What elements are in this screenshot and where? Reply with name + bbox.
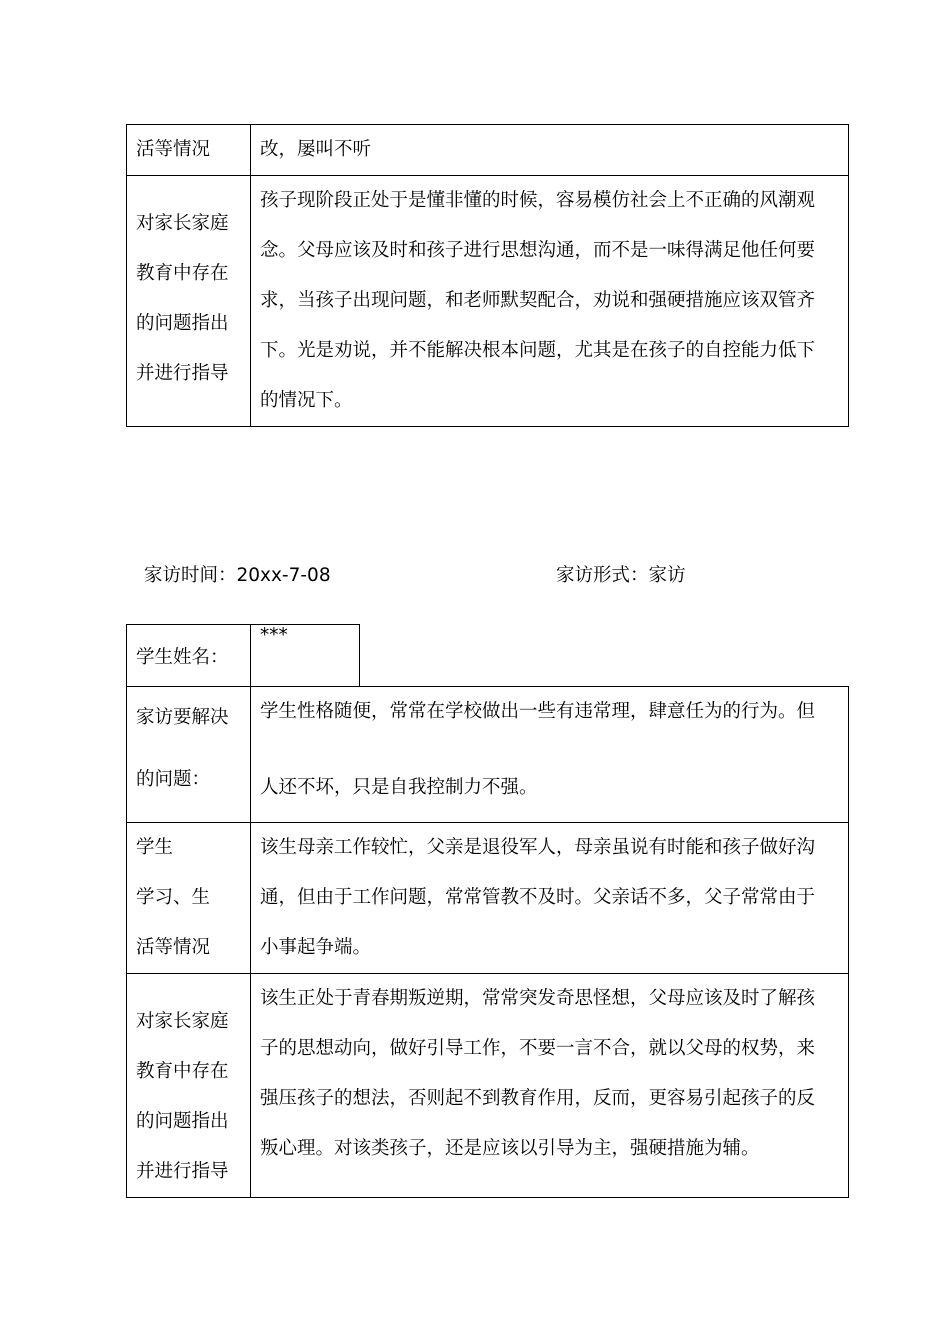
table-row — [127, 823, 849, 974]
visit-table-2 — [126, 686, 849, 1198]
student-name-value: *** — [260, 625, 288, 646]
row-label — [127, 974, 251, 1198]
label-line: 的问题指出 — [136, 313, 229, 334]
row-content — [251, 687, 849, 823]
life-situation-content: 改，屡叫不听 — [260, 139, 372, 160]
content-line: 该生正处于青春期叛逆期，常常突发奇思怪想，父母应该及时了解孩 — [260, 988, 816, 1009]
table-row — [127, 125, 849, 176]
label-line: 对家长家庭 — [136, 1011, 229, 1032]
content-line: 叛心理。对该类孩子，还是应该以引导为主，强硬措施为辅。 — [260, 1138, 760, 1159]
table-row — [127, 176, 849, 427]
content-line: 念。父母应该及时和孩子进行思想沟通，而不是一味得满足他任何要 — [260, 240, 816, 261]
content-line: 通，但由于工作问题，常常管教不及时。父亲话不多，父子常常由于 — [260, 887, 816, 908]
label-line: 教育中存在 — [136, 1061, 229, 1082]
row-content — [251, 974, 849, 1198]
content-line: 强压孩子的想法，否则起不到教育作用，反而，更容易引起孩子的反 — [260, 1088, 816, 1109]
life-label — [136, 823, 250, 973]
label-line: 对家长家庭 — [136, 213, 229, 234]
label-line: 的问题指出 — [136, 1111, 229, 1132]
problem-label — [136, 687, 250, 811]
table-row — [127, 687, 849, 823]
label-line: 学习、生 — [136, 887, 211, 908]
row-label — [127, 125, 251, 176]
content-line: 学生性格随便，常常在学校做出一些有违常理，肆意任为的行为。但 — [260, 701, 816, 722]
row-content — [251, 823, 849, 974]
life-situation-label: 活等情况 — [136, 139, 211, 160]
visit-table-1 — [126, 124, 849, 427]
label-line: 并进行指导 — [136, 1161, 229, 1182]
guidance-content — [260, 176, 842, 426]
label-line: 学生 — [136, 837, 174, 858]
guidance-content — [260, 974, 842, 1174]
content-line: 的情况下。 — [260, 390, 353, 411]
content-line: 孩子现阶段正处于是懂非懂的时候，容易模仿社会上不正确的风潮观 — [260, 190, 816, 211]
guidance-label — [136, 974, 250, 1197]
label-line: 的问题： — [136, 769, 211, 790]
table-row — [127, 974, 849, 1198]
content-line: 求，当孩子出现问题，和老师默契配合，劝说和强硬措施应该双管齐 — [260, 290, 816, 311]
visit-form: 家访形式：家访 — [556, 565, 686, 586]
student-name-table — [126, 624, 360, 687]
label-line: 教育中存在 — [136, 263, 229, 284]
row-content — [251, 125, 849, 176]
problem-content — [260, 687, 842, 813]
label-line: 并进行指导 — [136, 363, 229, 384]
content-line: 该生母亲工作较忙，父亲是退役军人，母亲虽说有时能和孩子做好沟 — [260, 837, 816, 858]
row-label — [127, 823, 251, 974]
row-content — [251, 176, 849, 427]
life-content — [260, 823, 842, 973]
label-line: 家访要解决 — [136, 707, 229, 728]
label-line: 活等情况 — [136, 937, 211, 958]
table-row — [127, 625, 360, 687]
guidance-label — [136, 176, 250, 399]
student-name-label: 学生姓名： — [136, 646, 229, 668]
row-label — [127, 687, 251, 823]
row-label — [127, 625, 251, 687]
row-label — [127, 176, 251, 427]
visit-time: 家访时间：20xx-7-08 — [144, 565, 331, 586]
content-line: 下。光是劝说，并不能解决根本问题，尤其是在孩子的自控能力低下 — [260, 340, 816, 361]
content-line: 子的思想动向，做好引导工作，不要一言不合，就以父母的权势，来 — [260, 1038, 816, 1059]
content-line: 人还不坏，只是自我控制力不强。 — [260, 777, 538, 798]
content-line: 小事起争端。 — [260, 937, 372, 958]
row-content — [251, 625, 360, 687]
